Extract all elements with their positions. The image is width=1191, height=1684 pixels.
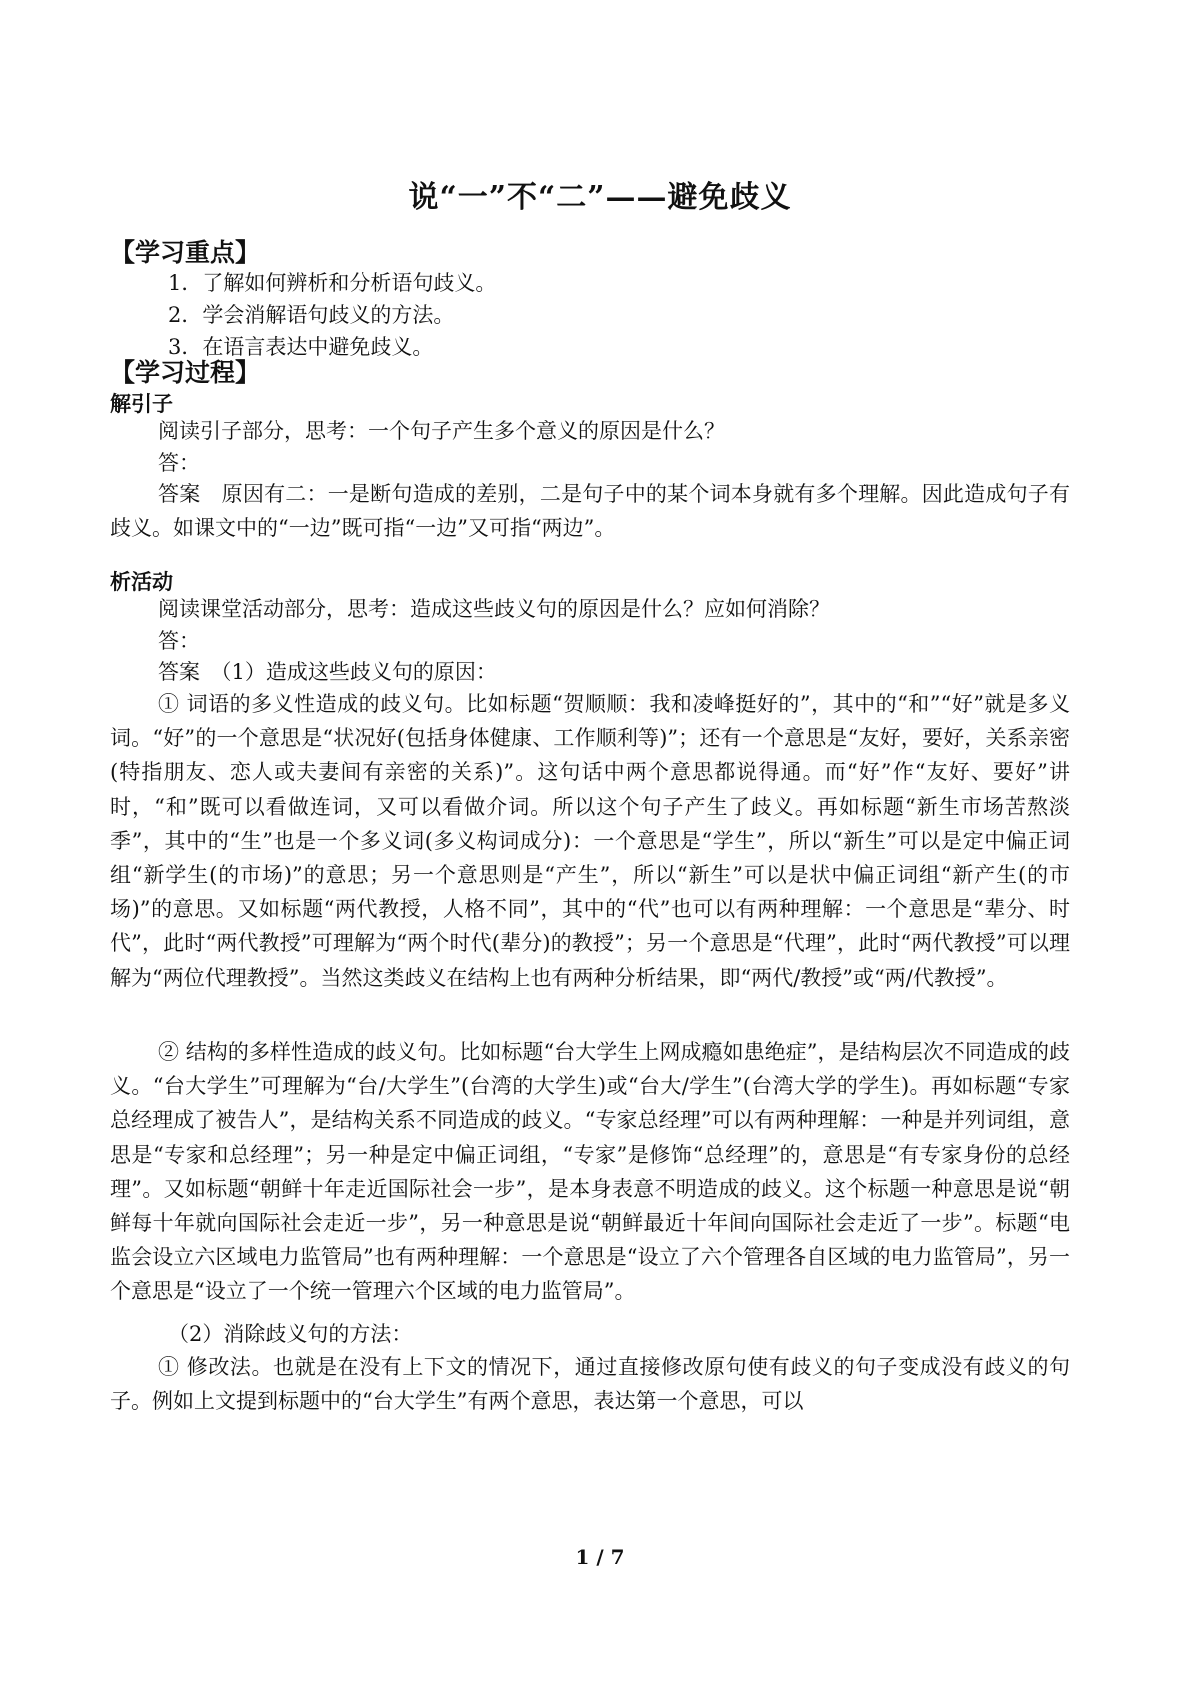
intro-question: 阅读引子部分，思考：一个句子产生多个意义的原因是什么？ bbox=[158, 419, 725, 443]
page-number: 1 / 7 bbox=[575, 1545, 625, 1569]
activity-answer-label: 答： bbox=[158, 629, 200, 653]
intro-answer: 答案 原因有二：一是断句造成的差别，二是句子中的某个词本身就有多个理解。因此造成句子有歧义。如课文中的“一边”既可指“一边”又可指“两边”。 bbox=[110, 482, 1070, 541]
method-heading: （2）消除歧义句的方法： bbox=[168, 1322, 413, 1346]
method-modify: ① 修改法。也就是在没有上下文的情况下，通过直接修改原句使有歧义的句子变成没有歧义的句子。例如上文提到标题中的“台大学生”有两个意思，表达第一个意思，可以 bbox=[110, 1355, 1070, 1414]
process-heading: 【学习过程】 bbox=[110, 358, 261, 387]
intro-answer-label: 答： bbox=[158, 451, 200, 475]
ambiguity-cause-word: ① 词语的多义性造成的歧义句。比如标题“贺顺顺：我和凌峰挺好的”，其中的“和”“好”就是多义词。“好”的一个意思是“状况好(包括身体健康、工作顺利等)”；还有一个意思是“友好，要好，关系亲密(特指朋友、恋人或夫妻间有亲密的关系)”。这句话中两个意思都说得通。而“好”作“友好、要好”讲时，“和”既可以看做连词，又可以看做介词。所以这个句子产生了歧义。再如标题“新生市场苦熬淡季”，其中的“生”也是一个多义词(多义构词成分)：一个意思是“学生”，所以“新生”可以是定中偏正词组“新学生(的市场)”的意思；另一个意思则是“产生”，所以“新生”可以是状中偏正词组“新产生(的市场)”的意思。又如标题“两代教授，人格不同”，其中的“代”也可以有两种理解：一个意思是“辈分、时代”，此时“两代教授”可理解为“两个时代(辈分)的教授”；另一个意思是“代理”，此时“两代教授”可以理解为“两位代理教授”。当然这类歧义在结构上也有两种分析结果，即“两代/教授”或“两/代教授”。 bbox=[110, 692, 1070, 990]
focus-item-3: 3．在语言表达中避免歧义。 bbox=[168, 335, 434, 359]
activity-answer-start: 答案 （1）造成这些歧义句的原因： bbox=[158, 660, 497, 684]
intro-heading: 解引子 bbox=[110, 391, 173, 416]
ambiguity-cause-structure: ② 结构的多样性造成的歧义句。比如标题“台大学生上网成瘾如患绝症”，是结构层次不同造成的歧义。“台大学生”可理解为“台/大学生”(台湾的大学生)或“台大/学生”(台湾大学的学生)。再如标题“专家总经理成了被告人”，是结构关系不同造成的歧义。“专家总经理”可以有两种理解：一种是并列词组，意思是“专家和总经理”；另一种是定中偏正词组，“专家”是修饰“总经理”的，意思是“有专家身份的总经理”。又如标题“朝鲜十年走近国际社会一步”，是本身表意不明造成的歧义。这个标题一种意思是说“朝鲜每十年就向国际社会走近一步”，另一种意思是说“朝鲜最近十年间向国际社会走近了一步”。标题“电监会设立六区域电力监管局”也有两种理解：一个意思是“设立了六个管理各自区域的电力监管局”，另一个意思是“设立了一个统一管理六个区域的电力监管局”。 bbox=[110, 1040, 1070, 1304]
focus-item-1: 1．了解如何辨析和分析语句歧义。 bbox=[168, 271, 497, 295]
activity-question: 阅读课堂活动部分，思考：造成这些歧义句的原因是什么？应如何消除？ bbox=[158, 597, 830, 621]
focus-item-2: 2．学会消解语句歧义的方法。 bbox=[168, 303, 455, 327]
page-title: 说“一”不“二”——避免歧义 bbox=[408, 180, 792, 215]
activity-heading: 析活动 bbox=[110, 569, 173, 594]
focus-heading: 【学习重点】 bbox=[110, 238, 261, 267]
